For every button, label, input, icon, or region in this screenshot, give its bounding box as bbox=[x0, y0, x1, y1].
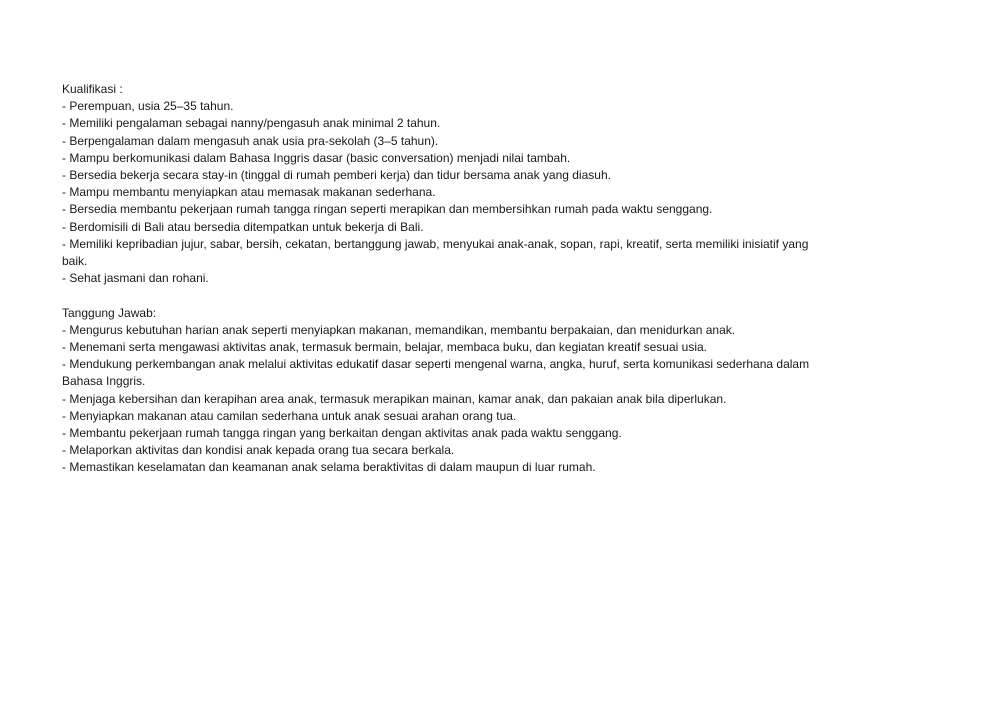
responsibility-item: - Mengurus kebutuhan harian anak seperti menyiapkan makanan, memandikan, membantu berpakaian, dan menidurkan anak. bbox=[62, 322, 736, 337]
responsibilities-heading: Tanggung Jawab: bbox=[62, 305, 157, 320]
qualification-item: - Berpengalaman dalam mengasuh anak usia pra-sekolah (3–5 tahun). bbox=[62, 133, 439, 148]
qualification-item: - Mampu membantu menyiapkan atau memasak makanan sederhana. bbox=[62, 185, 436, 200]
responsibilities-list bbox=[62, 322, 822, 477]
qualification-item: - Memiliki kepribadian jujur, sabar, bersih, cekatan, bertanggung jawab, menyukai anak-anak, sopan, rapi, kreatif, serta memiliki inisiatif yang baik. bbox=[62, 236, 809, 269]
document-page bbox=[62, 81, 822, 477]
qualification-item: - Bersedia membantu pekerjaan rumah tangga ringan seperti merapikan dan membersihkan rumah pada waktu senggang. bbox=[62, 202, 713, 217]
responsibility-item: - Menemani serta mengawasi aktivitas anak, termasuk bermain, belajar, membaca buku, dan kegiatan kreatif sesuai usia. bbox=[62, 340, 707, 355]
responsibility-item: - Menyiapkan makanan atau camilan sederhana untuk anak sesuai arahan orang tua. bbox=[62, 408, 517, 423]
qualification-item: - Memiliki pengalaman sebagai nanny/pengasuh anak minimal 2 tahun. bbox=[62, 116, 441, 131]
qualification-item: - Berdomisili di Bali atau bersedia ditempatkan untuk bekerja di Bali. bbox=[62, 219, 424, 234]
qualifications-heading: Kualifikasi : bbox=[62, 82, 123, 96]
responsibilities-section bbox=[62, 305, 822, 477]
responsibility-item: - Menjaga kebersihan dan kerapihan area anak, termasuk merapikan mainan, kamar anak, dan pakaian anak bila diperlukan. bbox=[62, 391, 727, 406]
qualifications-list bbox=[62, 98, 822, 287]
qualifications-section bbox=[62, 81, 822, 287]
responsibility-item: - Membantu pekerjaan rumah tangga ringan yang berkaitan dengan aktivitas anak pada waktu senggang. bbox=[62, 426, 622, 441]
responsibility-item: - Melaporkan aktivitas dan kondisi anak kepada orang tua secara berkala. bbox=[62, 443, 455, 458]
qualification-item: - Bersedia bekerja secara stay-in (tinggal di rumah pemberi kerja) dan tidur bersama anak yang diasuh. bbox=[62, 168, 611, 183]
responsibility-item: - Memastikan keselamatan dan keamanan anak selama beraktivitas di dalam maupun di luar rumah. bbox=[62, 460, 596, 475]
qualification-item: - Mampu berkomunikasi dalam Bahasa Inggris dasar (basic conversation) menjadi nilai tambah. bbox=[62, 150, 571, 165]
qualification-item: - Perempuan, usia 25–35 tahun. bbox=[62, 99, 234, 114]
qualification-item: - Sehat jasmani dan rohani. bbox=[62, 271, 209, 286]
responsibility-item: - Mendukung perkembangan anak melalui aktivitas edukatif dasar seperti mengenal warna, angka, huruf, serta komunikasi sederhana dalam Bahasa Inggris. bbox=[62, 357, 810, 389]
